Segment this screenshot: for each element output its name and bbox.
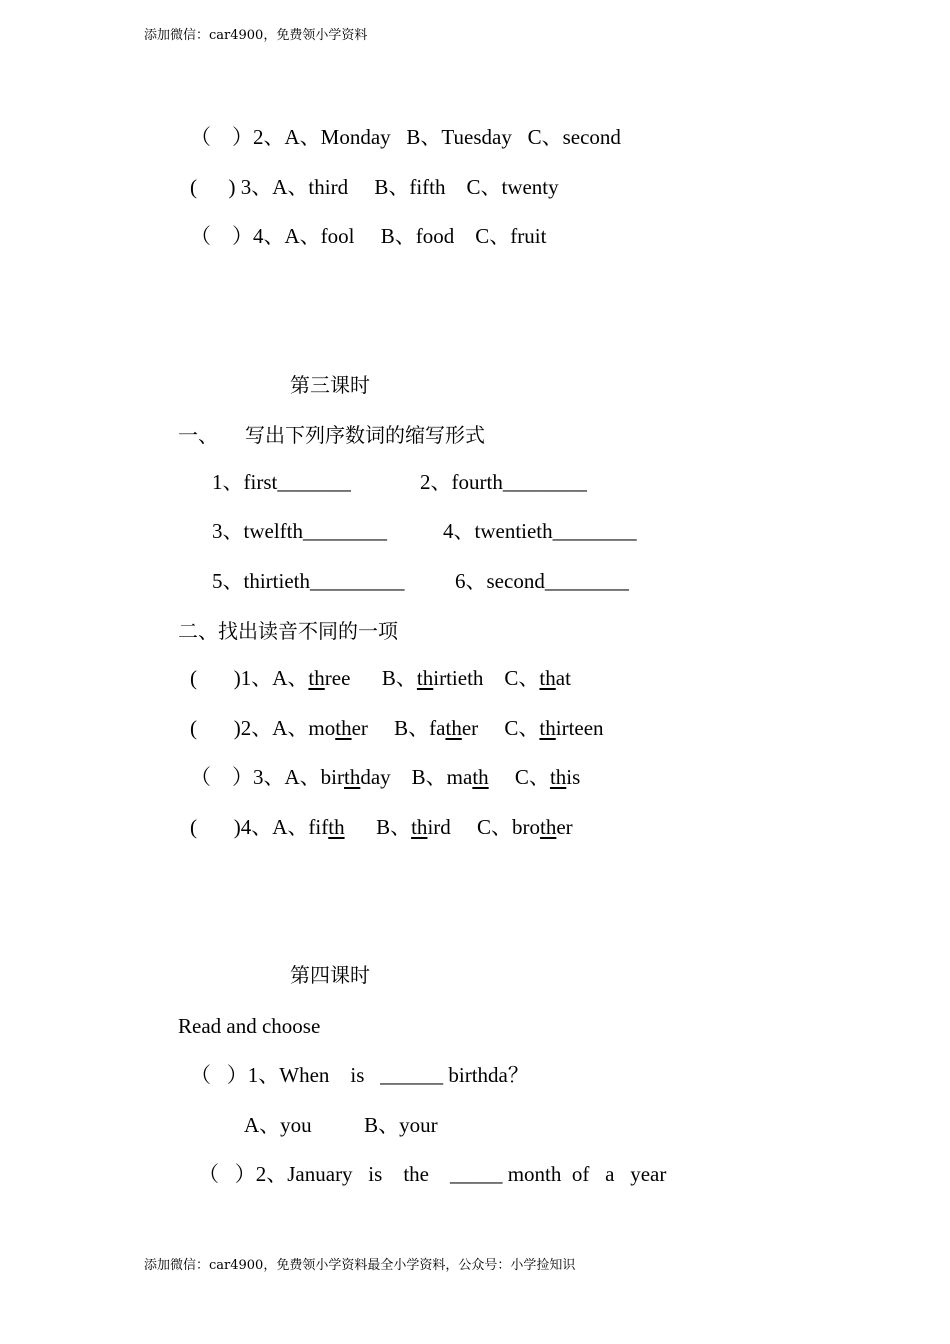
underlined-letters: th bbox=[308, 666, 325, 690]
lesson2-question-3: ( ) 3、A、third B、fifth C、twenty bbox=[190, 175, 559, 199]
option-text: irtieth C、 bbox=[433, 666, 540, 690]
option-text: er bbox=[556, 815, 573, 839]
phonics-question-2 bbox=[190, 715, 604, 741]
underlined-letters: th bbox=[416, 666, 434, 690]
lesson3-part1-heading: 写出下列序数词的缩写形式 bbox=[245, 423, 485, 447]
underlined-letters: th bbox=[411, 815, 428, 839]
ordinal-item-6: 6、second________ bbox=[455, 569, 629, 593]
question-prefix: （ ）3、A、bir bbox=[190, 765, 344, 789]
option-text: ree B、 bbox=[324, 666, 417, 690]
option-text: B、 bbox=[344, 815, 412, 839]
underlined-letters: th bbox=[540, 815, 557, 839]
ordinal-item-4: 4、twentieth________ bbox=[443, 519, 637, 543]
option-text: day B、ma bbox=[360, 765, 473, 789]
underlined-letters: th bbox=[539, 666, 556, 690]
phonics-question-3 bbox=[190, 764, 580, 790]
lesson2-question-4: （ ）4、A、fool B、food C、fruit bbox=[190, 224, 547, 248]
lesson4-question-1: （ ）1、When is ______ birthda？ bbox=[190, 1063, 529, 1087]
ordinal-item-5: 5、thirtieth_________ bbox=[212, 569, 405, 593]
underlined-letters: th bbox=[335, 716, 352, 740]
ordinal-item-1: 1、first_______ bbox=[212, 470, 351, 494]
lesson4-title: 第四课时 bbox=[290, 963, 370, 987]
lesson3-part2-heading: 二、找出读音不同的一项 bbox=[178, 619, 398, 643]
phonics-question-4 bbox=[190, 814, 573, 840]
underlined-letters: th bbox=[549, 765, 567, 789]
option-text: er C、 bbox=[461, 716, 540, 740]
option-text: is bbox=[566, 765, 581, 789]
lesson4-intro: Read and choose bbox=[178, 1014, 321, 1038]
question-prefix: ( )1、A、 bbox=[190, 666, 309, 690]
question-prefix: ( )2、A、mo bbox=[190, 716, 336, 740]
lesson3-title: 第三课时 bbox=[290, 373, 370, 397]
page-header: 添加微信：car4900，免费领小学资料 bbox=[144, 28, 368, 43]
phonics-question-1 bbox=[190, 665, 571, 691]
underlined-letters: th bbox=[328, 815, 345, 839]
underlined-letters: th bbox=[539, 716, 556, 740]
lesson2-question-2: （ ）2、A、Monday B、Tuesday C、second bbox=[190, 125, 621, 149]
option-text: at bbox=[555, 666, 571, 690]
lesson3-part1-heading-number: 一、 bbox=[178, 423, 218, 447]
option-text: er B、fa bbox=[351, 716, 446, 740]
lesson4-question-2: （ ）2、January is the _____ month of a year bbox=[198, 1162, 667, 1186]
option-text: ird C、bro bbox=[427, 815, 541, 839]
lesson4-question-1-options: A、you B、your bbox=[244, 1113, 438, 1137]
option-text: irteen bbox=[555, 716, 604, 740]
ordinal-item-3: 3、twelfth________ bbox=[212, 519, 387, 543]
ordinal-item-2: 2、fourth________ bbox=[420, 470, 587, 494]
question-prefix: ( )4、A、fif bbox=[190, 815, 329, 839]
underlined-letters: th bbox=[472, 765, 489, 789]
underlined-letters: th bbox=[344, 765, 361, 789]
page-footer: 添加微信：car4900，免费领小学资料最全小学资料，公众号：小学捡知识 bbox=[144, 1258, 576, 1273]
option-text: C、 bbox=[488, 765, 550, 789]
underlined-letters: th bbox=[445, 716, 462, 740]
